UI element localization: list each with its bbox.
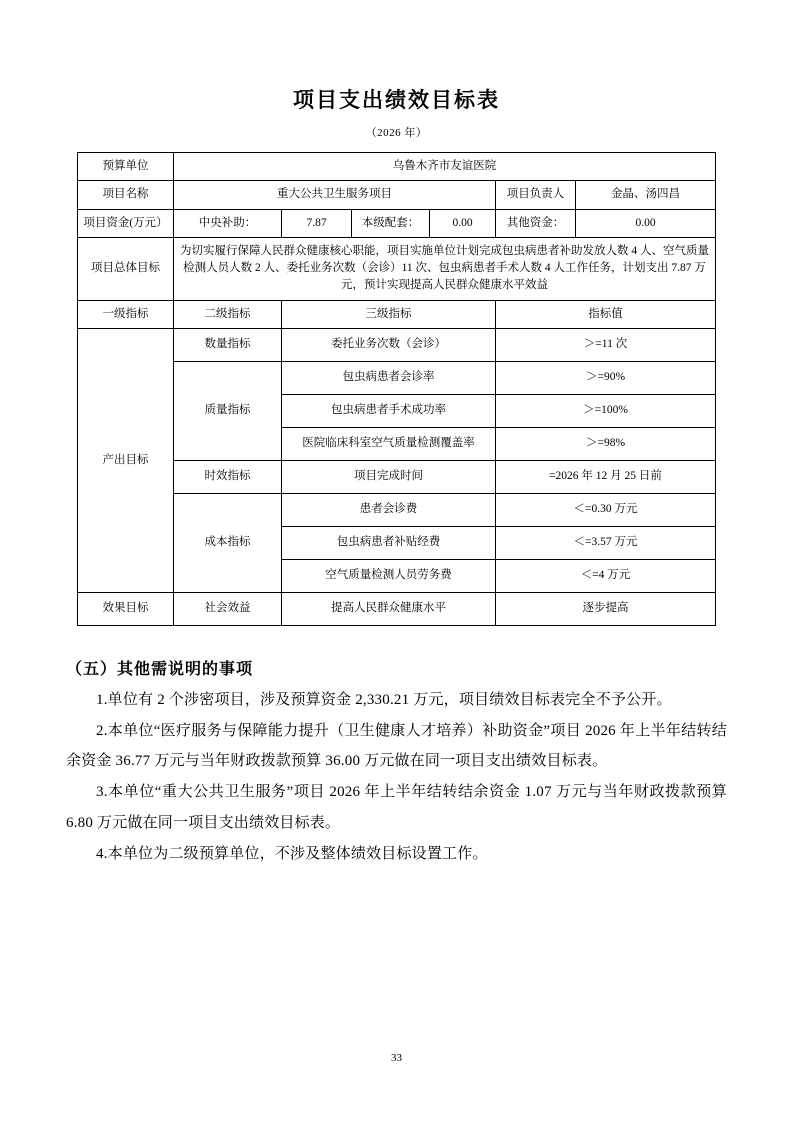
effect-goal-label: 效果目标 — [78, 592, 174, 625]
indicator-level2: 时效指标 — [174, 460, 282, 493]
indicator-value: ＜=3.57 万元 — [496, 526, 716, 559]
effect-level2: 社会效益 — [174, 592, 282, 625]
header-value: 指标值 — [496, 300, 716, 328]
page-number: 33 — [391, 1052, 402, 1064]
table-row-indicator — [78, 460, 716, 493]
other-fund-value: 0.00 — [576, 209, 716, 237]
table-row-indicator — [78, 361, 716, 394]
table-row-indicator — [78, 328, 716, 361]
paragraph-3: 3.本单位“重大公共卫生服务”项目 2026 年上半年结转结余资金 1.07 万元与当年财政拨款预算 6.80 万元做在同一项目支出绩效目标表。 — [66, 784, 727, 831]
output-goal-label: 产出目标 — [78, 328, 174, 592]
local-match-value: 0.00 — [430, 209, 496, 237]
budget-unit-label: 预算单位 — [78, 153, 174, 181]
table-row-project-name — [78, 181, 716, 209]
budget-unit-value: 乌鲁木齐市友谊医院 — [174, 153, 716, 181]
project-name-value: 重大公共卫生服务项目 — [174, 181, 496, 209]
indicator-level2: 质量指标 — [174, 361, 282, 460]
table-row-project-fund — [78, 209, 716, 237]
central-subsidy-label: 中央补助： — [174, 209, 282, 237]
indicator-level3: 包虫病患者会诊率 — [282, 361, 496, 394]
effect-level3: 提高人民群众健康水平 — [282, 592, 496, 625]
header-level2: 二级指标 — [174, 300, 282, 328]
central-subsidy-value: 7.87 — [282, 209, 352, 237]
local-match-label: 本级配套： — [352, 209, 430, 237]
project-name-label: 项目名称 — [78, 181, 174, 209]
header-level1: 一级指标 — [78, 300, 174, 328]
indicator-value: ＞=11 次 — [496, 328, 716, 361]
overall-goal-label: 项目总体目标 — [78, 237, 174, 300]
page-subtitle: （2026 年） — [365, 127, 428, 139]
indicator-value: ＞=100% — [496, 394, 716, 427]
indicator-value: ＜=4 万元 — [496, 559, 716, 592]
indicator-level2: 成本指标 — [174, 493, 282, 592]
paragraph-2: 2.本单位“医疗服务与保障能力提升（卫生健康人才培养）补助资金”项目 2026 年上半年结转结余资金 36.77 万元与当年财政拨款预算 36.00 万元做在同一项目支出绩效目标表。 — [66, 722, 727, 770]
header-level3: 三级指标 — [282, 300, 496, 328]
indicator-value: ＜=0.30 万元 — [496, 493, 716, 526]
table-row-effect-goal — [78, 592, 716, 625]
indicator-value: ＞=98% — [496, 427, 716, 460]
paragraph-4: 4.本单位为二级预算单位，不涉及整体绩效目标设置工作。 — [96, 845, 488, 862]
section-heading: （五）其他需说明的事项 — [66, 660, 254, 678]
indicator-level3: 委托业务次数（会诊） — [282, 328, 496, 361]
table-row-overall-goal — [78, 237, 716, 300]
project-leader-label: 项目负责人 — [496, 181, 576, 209]
table-row-budget-unit — [78, 153, 716, 181]
indicator-value: ＞=90% — [496, 361, 716, 394]
indicator-level3: 患者会诊费 — [282, 493, 496, 526]
paragraph-1: 1.单位有 2 个涉密项目，涉及预算资金 2,330.21 万元，项目绩效目标表完全不予公开。 — [96, 691, 672, 708]
indicator-level3: 空气质量检测人员劳务费 — [282, 559, 496, 592]
project-fund-label: 项目资金(万元） — [78, 209, 174, 237]
project-leader-value: 金晶、汤四昌 — [576, 181, 716, 209]
indicator-level3: 包虫病患者手术成功率 — [282, 394, 496, 427]
other-fund-label: 其他资金： — [496, 209, 576, 237]
indicator-level3: 项目完成时间 — [282, 460, 496, 493]
indicator-value: =2026 年 12 月 25 日前 — [496, 460, 716, 493]
indicator-level2: 数量指标 — [174, 328, 282, 361]
indicator-level3: 医院临床科室空气质量检测覆盖率 — [282, 427, 496, 460]
overall-goal-value: 为切实履行保障人民群众健康核心职能，项目实施单位计划完成包虫病患者补助发放人数 4 人、空气质量检测人员人数 2 人、委托业务次数（会诊）11 次、包虫病患者手术人数 4 人工作任务，计划支出 7.87 万元，预计实现提高人民群众健康水平效益 — [174, 237, 716, 300]
page-title: 项目支出绩效目标表 — [293, 88, 500, 112]
table-row-indicator-headers — [78, 300, 716, 328]
effect-value: 逐步提高 — [496, 592, 716, 625]
indicator-level3: 包虫病患者补贴经费 — [282, 526, 496, 559]
performance-goal-table — [77, 152, 716, 626]
table-row-indicator — [78, 493, 716, 526]
